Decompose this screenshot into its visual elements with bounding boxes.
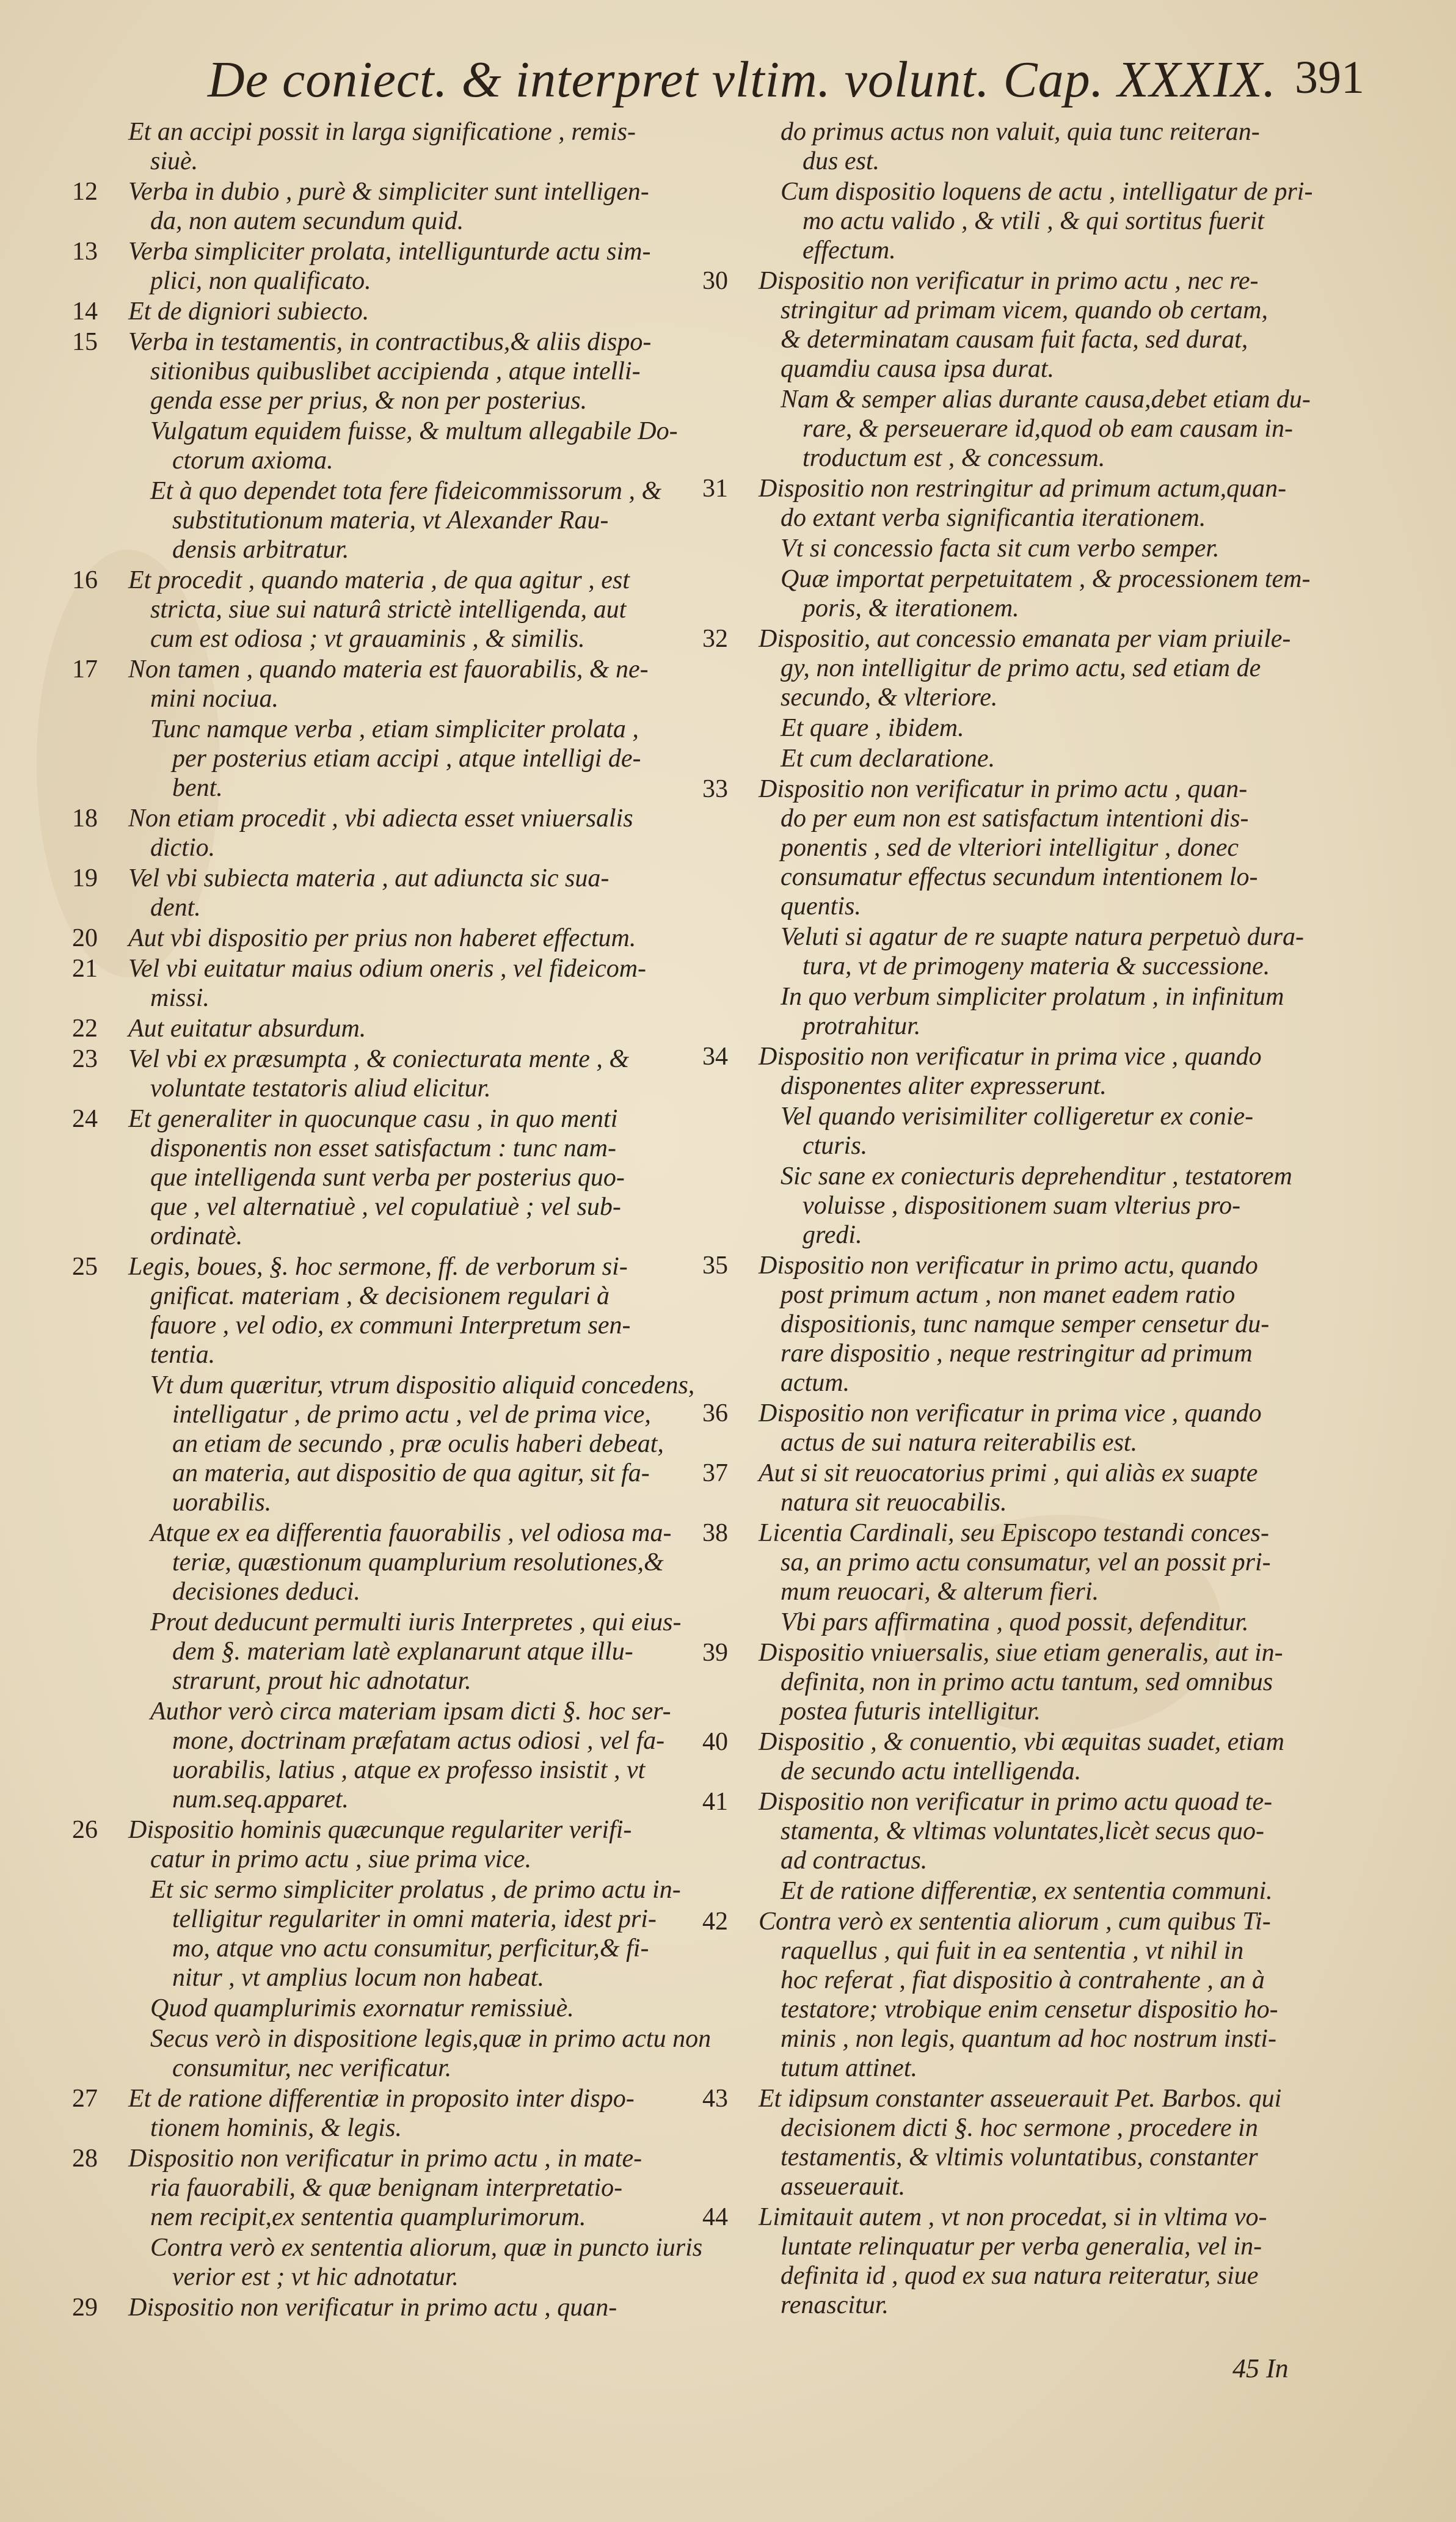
entry-line: nem recipit,ex sententia quamplurimorum. (150, 2203, 586, 2231)
entry-line: actus de sui natura reiterabilis est. (781, 1429, 1138, 1457)
entry-line: Et à quo dependet tota fere fideicommissorum , & (150, 477, 662, 505)
summary-entry (702, 1608, 1331, 1637)
summary-entry (702, 1042, 1331, 1101)
entry-number: 15 (72, 328, 98, 356)
summary-entry (72, 954, 701, 1013)
entry-line: Et an accipi possit in larga significatione , remis- (128, 118, 636, 146)
entry-line: nitur , vt amplius locum non habeat. (172, 1964, 544, 1992)
entry-line: verior est ; vt hic adnotatur. (172, 2263, 459, 2291)
entry-number: 22 (72, 1015, 98, 1043)
summary-entry (702, 177, 1331, 265)
entry-number: 42 (702, 1908, 728, 1936)
entry-number: 25 (72, 1253, 98, 1281)
entry-line: ria fauorabili, & quæ benignam interpretatio- (150, 2174, 623, 2202)
entry-line: siuè. (150, 147, 198, 175)
entry-line: protrahitur. (803, 1012, 921, 1040)
entry-line: fauore , vel odio, ex communi Interpretum sen- (150, 1311, 631, 1339)
summary-entry (72, 1518, 701, 1606)
summary-entry (72, 297, 701, 326)
entry-line: mo actu valido , & vtili , & qui sortitus fuerit (803, 207, 1264, 235)
entry-line: num.seq.apparet. (172, 1785, 349, 1813)
entry-line: tutum attinet. (781, 2054, 917, 2082)
summary-entry (702, 534, 1331, 563)
entry-line: Aut si sit reuocatorius primi , qui aliàs ex suapte (759, 1459, 1258, 1487)
entry-line: consumitur, nec verificatur. (172, 2054, 452, 2082)
entry-line: ad contractus. (781, 1846, 928, 1875)
entry-line: rare, & perseuerare id,quod ob eam causam in- (803, 415, 1293, 443)
entry-line: Prout deducunt permulti iuris Interpretes , qui eius- (150, 1608, 682, 1636)
summary-entry (72, 2233, 701, 2292)
entry-line: poris, & iterationem. (803, 594, 1019, 622)
entry-line: gredi. (803, 1221, 862, 1249)
entry-line: tionem hominis, & legis. (150, 2114, 402, 2142)
entry-line: missi. (150, 984, 209, 1012)
entry-line: Dispositio, aut concessio emanata per viam priuile- (759, 625, 1291, 653)
entry-line: gnificat. materiam , & decisionem regulari à (150, 1282, 610, 1310)
entry-line: voluntate testatoris aliud elicitur. (150, 1074, 491, 1102)
entry-line: decisionem dicti §. hoc sermone , procedere in (781, 2114, 1258, 2142)
entry-line: Et procedit , quando materia , de qua agitur , est (128, 566, 630, 594)
summary-entry (72, 1104, 701, 1251)
summary-entry (72, 2144, 701, 2232)
entry-line: Quæ importat perpetuitatem , & processionem tem- (781, 565, 1311, 593)
summary-entry (72, 1044, 701, 1103)
entry-line: natura sit reuocabilis. (781, 1489, 1007, 1517)
entry-line: Secus verò in dispositione legis,quæ in primo actu non (150, 2025, 712, 2053)
entry-line: Vulgatum equidem fuisse, & multum allegabile Do- (150, 417, 678, 445)
entry-line: da, non autem secundum quid. (150, 207, 464, 235)
entry-line: Et de ratione differentiæ in proposito inter dispo- (128, 2085, 635, 2113)
summary-entry (72, 2084, 701, 2143)
entry-line: strarunt, prout hic adnotatur. (172, 1667, 471, 1695)
entry-line: Non tamen , quando materia est fauorabilis, & ne- (128, 655, 649, 683)
entry-line: Et cum declaratione. (781, 745, 996, 773)
entry-line: Dispositio hominis quæcunque regulariter verifi- (128, 1816, 632, 1844)
entry-number: 30 (702, 267, 728, 295)
catchword: 45 In (1232, 2353, 1289, 2383)
summary-entry (72, 177, 701, 236)
entry-line: quentis. (781, 892, 861, 920)
entry-line: cturis. (803, 1132, 868, 1160)
entry-line: definita, non in primo actu tantum, sed omnibus (781, 1668, 1273, 1696)
entry-line: stringitur ad primam vicem, quando ob certam, (781, 296, 1268, 324)
entry-number: 13 (72, 238, 98, 266)
entry-line: catur in primo actu , siue prima vice. (150, 1845, 532, 1873)
entry-line: effectum. (803, 236, 896, 264)
entry-line: Nam & semper alias durante causa,debet etiam du- (781, 385, 1311, 414)
entry-line: Atque ex ea differentia fauorabilis , vel odiosa ma- (150, 1519, 672, 1547)
summary-entry (702, 1907, 1331, 2083)
summary-entry (72, 1697, 701, 1814)
entry-line: do extant verba significantia iterationem. (781, 504, 1206, 532)
entry-line: disponentis non esset satisfactum : tunc nam- (150, 1134, 616, 1162)
entry-line: definita id , quod ex sua natura reiteratur, siue (781, 2262, 1259, 2290)
summary-entry (72, 327, 701, 415)
entry-line: Veluti si agatur de re suapte natura perpetuò dura- (781, 923, 1305, 951)
entry-line: ctorum axioma. (172, 446, 333, 475)
entry-line: cum est odiosa ; vt grauaminis , & similis. (150, 625, 585, 653)
entry-line: Dispositio non verificatur in primo actu quoad te- (759, 1788, 1273, 1816)
entry-line: Et de ratione differentiæ, ex sententia communi. (781, 1877, 1273, 1905)
entry-line: & determinatam causam fuit facta, sed durat, (781, 326, 1248, 354)
entry-line: Limitauit autem , vt non procedat, si in vltima vo- (759, 2203, 1267, 2231)
entry-line: rare dispositio , neque restringitur ad primum (781, 1339, 1253, 1368)
entry-number: 23 (72, 1045, 98, 1073)
entry-number: 19 (72, 864, 98, 892)
summary-entry (72, 1815, 701, 1874)
entry-line: Cum dispositio loquens de actu , intelligatur de pri- (781, 178, 1313, 206)
entry-line: mone, doctrinam præfatam actus odiosi , vel fa- (172, 1727, 665, 1755)
entry-line: Dispositio non verificatur in primo actu, quando (759, 1252, 1258, 1280)
entry-number: 39 (702, 1639, 728, 1667)
entry-line: Aut vbi dispositio per prius non haberet effectum. (128, 924, 636, 952)
entry-line: telligitur regulariter in omni materia, idest pri- (172, 1905, 657, 1933)
entry-line: de secundo actu intelligenda. (781, 1757, 1082, 1785)
summary-entry (72, 476, 701, 564)
entry-line: Vt dum quæritur, vtrum dispositio aliquid concedens, (150, 1371, 695, 1399)
entry-line: per posterius etiam accipi , atque intelligi de- (172, 745, 641, 773)
summary-entry (702, 1638, 1331, 1726)
summary-entry (702, 744, 1331, 773)
entry-line: tentia. (150, 1341, 216, 1369)
summary-entry (72, 1875, 701, 1992)
entry-line: Dispositio non verificatur in primo actu , quan- (759, 775, 1248, 803)
entry-line: Vel vbi euitatur maius odium oneris , vel fideicom- (128, 955, 647, 983)
entry-line: Vel quando verisimiliter colligeretur ex conie- (781, 1102, 1254, 1131)
entry-line: Vt si concessio facta sit cum verbo semper. (781, 534, 1220, 563)
entry-line: Verba in testamentis, in contractibus,& aliis dispo- (128, 328, 652, 356)
summary-entry (702, 564, 1331, 623)
left-column (72, 117, 712, 2323)
entry-line: Dispositio non restringitur ad primum actum,quan- (759, 475, 1287, 503)
summary-entry (702, 117, 1331, 176)
summary-entry (702, 1102, 1331, 1161)
entry-line: que intelligenda sunt verba per posterius quo- (150, 1164, 625, 1192)
summary-entry (702, 1876, 1331, 1906)
entry-line: Et sic sermo simpliciter prolatus , de primo actu in- (150, 1876, 681, 1904)
entry-line: consumatur effectus secundum intentionem lo- (781, 863, 1258, 891)
entry-number: 38 (702, 1519, 728, 1547)
summary-entry (702, 713, 1331, 743)
summary-entry (702, 774, 1331, 921)
entry-number: 20 (72, 924, 98, 952)
entry-line: que , vel alternatiuè , vel copulatiuè ; vel sub- (150, 1193, 621, 1221)
summary-entry (72, 1371, 701, 1517)
entry-line: bent. (172, 774, 223, 802)
entry-line: Contra verò ex sententia aliorum , cum quibus Ti- (759, 1908, 1271, 1936)
entry-line: plici, non qualificato. (150, 267, 371, 295)
entry-line: Et de digniori subiecto. (128, 297, 369, 326)
entry-line: Contra verò ex sententia aliorum, quæ in puncto iuris (150, 2234, 703, 2262)
summary-entry (72, 864, 701, 922)
entry-line: Legis, boues, §. hoc sermone, ff. de verborum si- (128, 1253, 628, 1281)
entry-line: Dispositio non verificatur in primo actu , in mate- (128, 2145, 642, 2173)
entry-number: 17 (72, 655, 98, 683)
summary-entry (702, 624, 1331, 712)
entry-line: Author verò circa materiam ipsam dicti §. hoc ser- (150, 1697, 671, 1726)
entry-line: luntate relinquatur per verba generalia, vel in- (781, 2232, 1262, 2261)
entry-line: dent. (150, 894, 201, 922)
entry-line: intelligatur , de primo actu , vel de prima vice, (172, 1401, 651, 1429)
entry-line: teriæ, quæstionum quamplurium resolutiones,& (172, 1548, 664, 1576)
entry-number: 40 (702, 1728, 728, 1756)
summary-entry (72, 117, 701, 176)
summary-entry (702, 2084, 1331, 2201)
entry-line: asseuerauit. (781, 2173, 906, 2201)
entry-number: 16 (72, 566, 98, 594)
entry-number: 18 (72, 804, 98, 833)
entry-number: 12 (72, 178, 98, 206)
entry-number: 14 (72, 297, 98, 326)
entry-number: 27 (72, 2085, 98, 2113)
entry-line: mo, atque vno actu consumitur, perficitur,& fi- (172, 1934, 649, 1963)
entry-number: 34 (702, 1043, 728, 1071)
running-header (208, 50, 1364, 117)
entry-line: postea futuris intelligitur. (781, 1697, 1041, 1726)
summary-entry (702, 2203, 1331, 2320)
entry-line: Vbi pars affirmatina , quod possit, defenditur. (781, 1608, 1249, 1636)
entry-line: Verba simpliciter prolata, intelligunturde actu sim- (128, 238, 651, 266)
entry-line: dus est. (803, 147, 879, 175)
entry-line: In quo verbum simpliciter prolatum , in infinitum (781, 983, 1284, 1011)
entry-line: uorabilis, latius , atque ex professo insistit , vt (172, 1756, 646, 1784)
entry-line: Tunc namque verba , etiam simpliciter prolata , (150, 715, 639, 743)
entry-line: mum reuocari, & alterum fieri. (781, 1578, 1099, 1606)
entry-number: 35 (702, 1252, 728, 1280)
entry-line: gy, non intelligitur de primo actu, sed etiam de (781, 654, 1261, 682)
entry-line: do per eum non est satisfactum intentioni dis- (781, 804, 1249, 833)
summary-entry (702, 1459, 1331, 1517)
summary-entry (72, 566, 701, 654)
summary-entry (72, 1014, 701, 1043)
entry-line: dispositionis, tunc namque semper censetur du- (781, 1310, 1270, 1338)
entry-line: an materia, aut dispositio de qua agitur, sit fa- (172, 1459, 650, 1487)
summary-entry (702, 1162, 1331, 1250)
summary-entry (72, 924, 701, 953)
entry-line: renascitur. (781, 2291, 889, 2319)
entry-line: Sic sane ex coniecturis deprehenditur , testatorem (781, 1162, 1292, 1190)
entry-number: 43 (702, 2085, 728, 2113)
entry-line: Non etiam procedit , vbi adiecta esset vniuersalis (128, 804, 633, 833)
running-title: De coniect. & interpret vltim. volunt. Cap. XXXIX. (208, 51, 1276, 108)
entry-line: sitionibus quibuslibet accipienda , atque intelli- (150, 357, 641, 385)
entry-number: 29 (72, 2294, 98, 2322)
entry-line: Vel vbi subiecta materia , aut adiuncta sic sua- (128, 864, 610, 892)
entry-number: 31 (702, 475, 728, 503)
summary-entry (72, 655, 701, 713)
entry-line: Vel vbi ex præsumpta , & coniecturata mente , & (128, 1045, 630, 1073)
summary-entry (702, 1251, 1331, 1398)
summary-entry (72, 237, 701, 296)
entry-line: Dispositio non verificatur in prima vice , quando (759, 1399, 1262, 1427)
entry-line: stamenta, & vltimas voluntates,licèt secus quo- (781, 1817, 1265, 1845)
entry-line: decisiones deduci. (172, 1578, 360, 1606)
entry-line: secundo, & vlteriore. (781, 683, 998, 712)
entry-line: uorabilis. (172, 1489, 272, 1517)
entry-line: stricta, siue sui naturâ strictè intelligenda, aut (150, 596, 627, 624)
entry-line: Verba in dubio , purè & simpliciter sunt intelligen- (128, 178, 649, 206)
summary-entry (72, 715, 701, 803)
entry-line: an etiam de secundo , præ oculis haberi debeat, (172, 1430, 664, 1458)
summary-entry (702, 1399, 1331, 1457)
entry-line: densis arbitratur. (172, 536, 349, 564)
entry-line: minis , non legis, quantum ad hoc nostrum insti- (781, 2025, 1277, 2053)
summary-entry (72, 1252, 701, 1369)
entry-line: ordinatè. (150, 1222, 243, 1250)
entry-number: 44 (702, 2203, 728, 2231)
entry-line: Dispositio non verificatur in primo actu , nec re- (759, 267, 1259, 295)
entry-number: 24 (72, 1105, 98, 1133)
entry-line: substitutionum materia, vt Alexander Rau- (172, 506, 609, 534)
summary-entry (72, 1608, 701, 1696)
entry-line: Et generaliter in quocunque casu , in quo menti (128, 1105, 618, 1133)
summary-entry (702, 922, 1331, 981)
summary-entry (702, 474, 1331, 533)
entry-line: voluisse , dispositionem suam vlterius pro- (803, 1192, 1241, 1220)
entry-number: 33 (702, 775, 728, 803)
summary-entry (702, 1727, 1331, 1786)
entry-line: testatore; vtrobique enim censetur dispositio ho- (781, 1995, 1278, 2024)
entry-line: ponentis , sed de vlteriori intelligitur , donec (781, 834, 1239, 862)
entry-line: quamdiu causa ipsa durat. (781, 355, 1055, 383)
entry-number: 26 (72, 1816, 98, 1844)
entry-line: Quod quamplurimis exornatur remissiuè. (150, 1994, 574, 2022)
entry-line: troductum est , & concessum. (803, 444, 1105, 472)
entry-line: dem §. materiam latè explanarunt atque illu- (172, 1638, 633, 1666)
entry-line: Licentia Cardinali, seu Episcopo testandi conces- (759, 1519, 1270, 1547)
entry-line: do primus actus non valuit, quia tunc reiteran- (781, 118, 1260, 146)
summary-entry (702, 982, 1331, 1041)
entry-line: disponentes aliter expresserunt. (781, 1072, 1107, 1100)
entry-number: 37 (702, 1459, 728, 1487)
entry-line: Aut euitatur absurdum. (128, 1015, 366, 1043)
summary-entry (72, 804, 701, 862)
entry-line: genda esse per prius, & non per posterius. (150, 387, 588, 415)
entry-line: testamentis, & vltimis voluntatibus, constanter (781, 2143, 1258, 2171)
entry-line: post primum actum , non manet eadem ratio (781, 1281, 1236, 1309)
entry-line: Et idipsum constanter asseuerauit Pet. Barbos. qui (759, 2085, 1282, 2113)
entry-line: Et quare , ibidem. (781, 714, 964, 742)
right-column (702, 117, 1331, 2321)
entry-line: Dispositio non verificatur in primo actu , quan- (128, 2294, 617, 2322)
summary-entry (702, 385, 1331, 473)
entry-number: 21 (72, 955, 98, 983)
entry-number: 28 (72, 2145, 98, 2173)
entry-line: Dispositio , & conuentio, vbi æquitas suadet, etiam (759, 1728, 1284, 1756)
entry-line: sa, an primo actu consumatur, vel an possit pri- (781, 1548, 1271, 1576)
summary-entry (72, 2024, 712, 2083)
entry-line: tura, vt de primogeny materia & successione. (803, 952, 1270, 980)
summary-entry (702, 266, 1331, 384)
page-number: 391 (1295, 52, 1364, 103)
summary-entry (72, 1994, 701, 2023)
entry-line: raquellus , qui fuit in ea sententia , vt nihil in (781, 1937, 1244, 1965)
entry-line: mini nociua. (150, 685, 278, 713)
entry-line: hoc referat , fiat dispositio à contrahente , an à (781, 1966, 1265, 1994)
summary-entry (72, 417, 701, 475)
entry-line: actum. (781, 1369, 850, 1397)
entry-number: 41 (702, 1788, 728, 1816)
summary-entry (702, 1787, 1331, 1875)
entry-number: 36 (702, 1399, 728, 1427)
entry-line: dictio. (150, 834, 216, 862)
entry-line: Dispositio non verificatur in prima vice , quando (759, 1043, 1262, 1071)
summary-entry (72, 2293, 701, 2322)
summary-entry (702, 1518, 1331, 1606)
entry-number: 32 (702, 625, 728, 653)
entry-line: Dispositio vniuersalis, siue etiam generalis, aut in- (759, 1639, 1283, 1667)
